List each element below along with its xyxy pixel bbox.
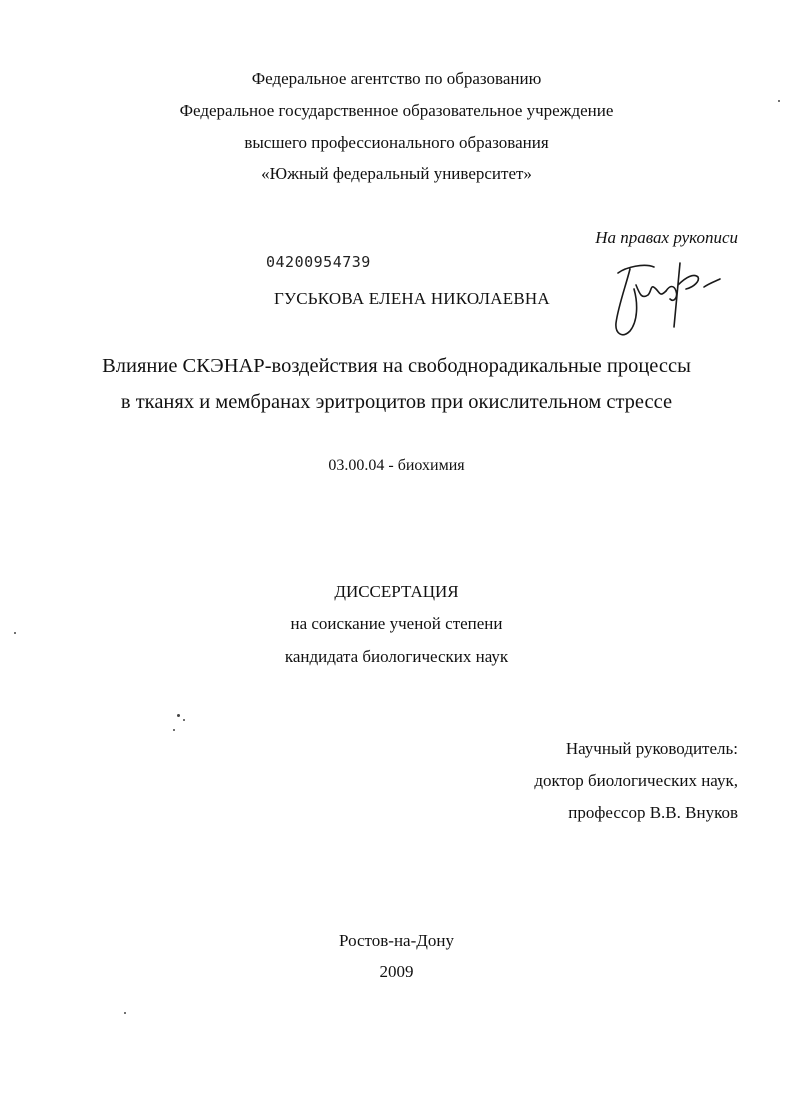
dissertation-title-line-2: в тканях и мембранах эритроцитов при окислительном стрессе bbox=[120, 391, 673, 413]
degree-purpose: на соискание ученой степени bbox=[290, 614, 503, 633]
university-name: «Южный федеральный университет» bbox=[261, 164, 532, 183]
scan-speck bbox=[778, 100, 780, 102]
specialty-code: 03.00.04 - биохимия bbox=[328, 457, 465, 474]
scan-speck bbox=[14, 632, 16, 634]
scan-speck bbox=[177, 714, 180, 717]
dissertation-title-line-1: Влияние СКЭНАР-воздействия на свободнорадикальные процессы bbox=[102, 355, 691, 377]
supervisor-label: Научный руководитель: bbox=[565, 739, 738, 758]
education-level: высшего профессионального образования bbox=[244, 133, 549, 152]
institution-type: Федеральное государственное образовательное учреждение bbox=[179, 101, 614, 120]
scan-speck bbox=[183, 719, 185, 721]
handwritten-signature bbox=[604, 255, 724, 345]
city: Ростов-на-Дону bbox=[339, 931, 454, 950]
scan-speck bbox=[124, 1012, 126, 1014]
work-type-label: ДИССЕРТАЦИЯ bbox=[334, 582, 459, 601]
scan-speck bbox=[173, 729, 175, 731]
inventory-number: 04200954739 bbox=[266, 253, 371, 271]
supervisor-name: профессор В.В. Внуков bbox=[568, 803, 738, 822]
supervisor-degree: доктор биологических наук, bbox=[534, 771, 738, 790]
author-name: ГУСЬКОВА ЕЛЕНА НИКОЛАЕВНА bbox=[274, 289, 550, 308]
rights-note: На правах рукописи bbox=[595, 228, 738, 247]
degree-name: кандидата биологических наук bbox=[284, 647, 509, 666]
agency-name: Федеральное агентство по образованию bbox=[251, 69, 542, 88]
year: 2009 bbox=[379, 962, 414, 981]
